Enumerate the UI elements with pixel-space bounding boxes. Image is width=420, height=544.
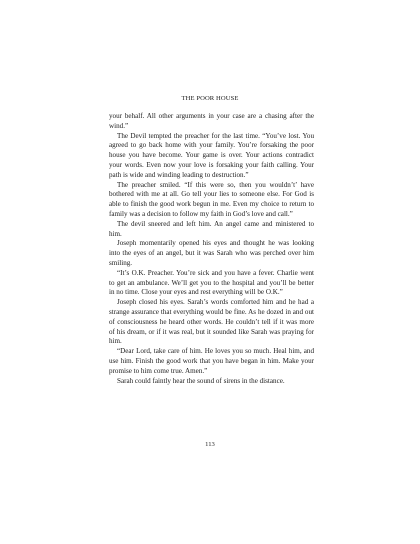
paragraph: “Dear Lord, take care of him. He loves you so much. Heal him, and use him. Finish the good work that you have began in him. Make your promise to him come true. Amen.” (109, 347, 314, 375)
running-head: THE POOR HOUSE (181, 95, 239, 102)
paragraph: Sarah could faintly hear the sound of sirens in the distance. (117, 376, 285, 385)
paragraph: The preacher smiled. “If this were so, then you wouldn’t’ have bothered with me at all. Go tell your lies to someone else. For God is able to finish the good work begun in me. Even my choice to return to family was a decision to follow my faith in God’s love and call.” (109, 180, 314, 218)
paragraph: The Devil tempted the preacher for the last time. “You’ve lost. You agreed to go back home with your family. You’re forsaking the poor house you have become. Your game is over. Your actions contradict your words. Even now your love is forsaking your faith calling. Your path is wide and winding leading to destruction.” (109, 131, 314, 179)
paragraph: Joseph momentarily opened his eyes and thought he was looking into the eyes of an angel, but it was Sarah who was perched over him smiling. (109, 239, 314, 267)
paragraph: Joseph closed his eyes. Sarah’s words comforted him and he had a strange assurance that everything would be fine. As he dozed in and out of consciousness he heard other words. He couldn’t tell if it was more of his dream, or if it was real, but it sounded like Sarah was praying for him. (109, 298, 314, 346)
page-number: 113 (205, 441, 215, 448)
paragraph: your behalf. All other arguments in your case are a chasing after the wind.” (109, 112, 314, 130)
paragraph: “It’s O.K. Preacher. You’re sick and you have a fever. Charlie went to get an ambulance. We’ll get you to the hospital and you’ll be better in no time. Close your eyes and rest everything will be O.K.” (109, 268, 314, 297)
paragraph: The devil sneered and left him. An angel came and ministered to him. (109, 219, 314, 238)
body-text (109, 112, 314, 386)
